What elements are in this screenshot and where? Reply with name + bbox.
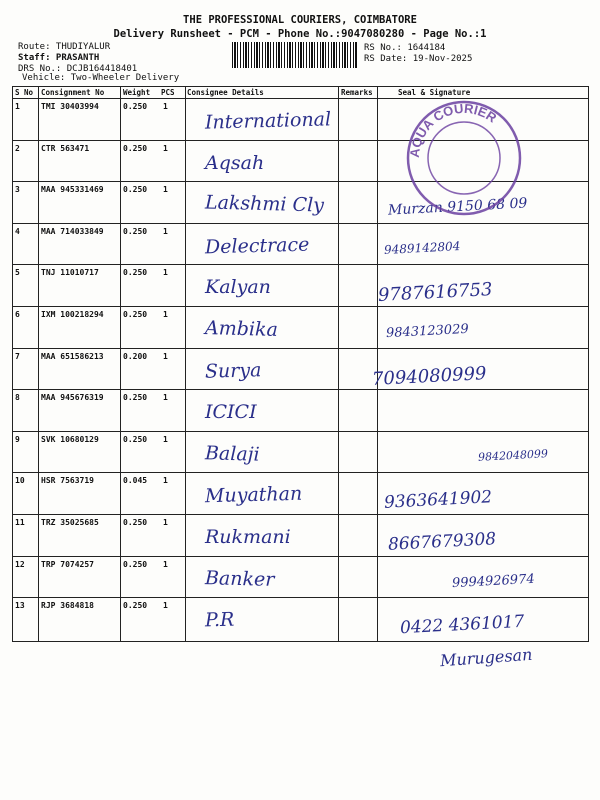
col-header-remarks: Remarks [341,88,373,97]
row-consignee-handwritten: Surya [204,358,262,383]
row-consignee-handwritten: Ambika [204,317,279,341]
row-consignee-handwritten: Banker [204,566,275,591]
col-header-signature: Seal & Signature [398,88,471,97]
row-divider [12,556,588,557]
table-top-rule [12,86,588,87]
row-weight: 0.250 [123,559,148,569]
row-consignee-handwritten: Aqsah [205,151,265,174]
row-signature-handwritten: 0422 4361017 [399,611,525,639]
row-sno: 8 [15,393,20,403]
row-weight: 0.250 [123,268,148,278]
row-pcs: 1 [163,268,168,278]
col-header-consignment: Consignment No [41,88,105,97]
row-signature-handwritten: 9842048099 [477,446,549,464]
row-signature-handwritten: 9787616753 [377,279,494,307]
row-consignment-no: MAA 945676319 [41,393,104,403]
row-pcs: 1 [163,143,168,153]
row-divider [12,597,588,598]
col-divider [338,86,339,642]
row-consignee-handwritten: Balaji [204,442,260,466]
row-divider [12,472,588,473]
row-consignment-no: MAA 714033849 [41,226,104,236]
col-header-pcs: PCS [161,88,175,97]
row-sno: 3 [15,185,20,195]
row-consignee-handwritten: P.R [204,608,235,632]
stamp-text: AQUA COURIER [406,100,500,159]
row-weight: 0.045 [123,476,148,486]
row-pcs: 1 [163,351,168,361]
row-consignment-no: TNJ 11010717 [41,268,99,278]
courier-stamp-icon [404,98,524,218]
row-consignee-handwritten: Kalyan [205,276,271,299]
row-signature-handwritten: 7094080999 [371,362,488,390]
row-weight: 0.250 [123,102,148,111]
row-sno: 6 [15,310,20,319]
col-divider [185,86,186,642]
row-divider [12,223,588,224]
row-consignment-no: TRP 7074257 [41,559,94,569]
row-pcs: 1 [163,393,168,403]
col-header-weight: Weight [123,88,151,97]
row-weight: 0.200 [123,351,148,361]
row-sno: 12 [15,559,25,569]
row-divider [12,306,588,307]
row-consignment-no: SVK 10680129 [41,434,99,444]
col-divider [588,86,589,642]
row-signature-handwritten: 9994926974 [451,571,536,591]
row-signature-handwritten: 8667679308 [387,529,497,555]
barcode [232,42,357,68]
row-consignee-handwritten: ICICI [205,401,257,424]
row-pcs: 1 [163,476,168,486]
row-pcs: 1 [163,310,168,319]
vehicle-label: Vehicle: Two-Wheeler Delivery [22,73,180,83]
row-pcs: 1 [163,185,168,195]
row-signature-handwritten: 9489142804 [383,238,461,257]
row-divider [12,389,588,390]
row-consignee-handwritten: Muyathan [204,483,303,508]
table-bottom-rule [12,641,588,642]
route-label: Route: THUDIYALUR [18,42,111,52]
row-signature-handwritten: 9363641902 [383,487,493,514]
row-divider [12,264,588,265]
row-weight: 0.250 [123,143,148,153]
row-pcs: 1 [163,518,168,527]
row-sno: 2 [15,143,20,153]
row-consignment-no: MAA 651586213 [41,351,104,361]
row-weight: 0.250 [123,518,148,527]
row-consignment-no: TRZ 35025685 [41,518,99,527]
col-divider [12,86,13,642]
col-divider [120,86,121,642]
row-consignment-no: IXM 100218294 [41,310,104,319]
staff-label: Staff: PRASANTH [18,53,100,63]
drs-label: DRS No.: DCJB164418401 [18,64,138,74]
row-sno: 4 [15,226,20,236]
row-signature-handwritten: Murzan 9150 68 09 [387,195,528,219]
row-signature-handwritten: 9843123029 [385,321,470,342]
row-divider [12,514,588,515]
row-weight: 0.250 [123,185,148,195]
row-pcs: 1 [163,601,168,611]
row-weight: 0.250 [123,434,148,444]
col-divider [377,86,378,642]
row-weight: 0.250 [123,393,148,403]
row-sno: 5 [15,268,20,278]
row-consignee-handwritten: Delectrace [204,233,310,259]
row-sno: 13 [15,601,25,611]
row-pcs: 1 [163,559,168,569]
row-consignment-no: CTR 563471 [41,143,90,153]
row-consignment-no: RJP 3684818 [41,601,94,611]
row-weight: 0.250 [123,226,148,236]
row-pcs: 1 [163,102,168,111]
row-sno: 1 [15,102,20,111]
row-weight: 0.250 [123,601,148,611]
rs-date: RS Date: 19-Nov-2025 [364,54,473,64]
col-header-consignee: Consignee Details [187,88,264,97]
row-consignment-no: TMI 30403994 [41,102,99,111]
col-header-sno: S No [15,88,34,97]
row-sno: 10 [15,476,25,486]
row-pcs: 1 [163,226,168,236]
col-divider [38,86,39,642]
row-sno: 9 [15,434,20,444]
rs-number: RS No.: 1644184 [364,43,446,53]
row-consignee-handwritten: Lakshmi Cly [204,191,325,217]
row-consignee-handwritten: International [204,108,332,134]
company-title: THE PROFESSIONAL COURIERS, COIMBATORE [183,14,417,26]
handwritten-note: Murugesan [439,644,533,671]
row-divider [12,431,588,432]
runsheet-subtitle: Delivery Runsheet - PCM - Phone No.:9047080280 - Page No.:1 [113,28,487,40]
row-divider [12,348,588,349]
row-consignment-no: HSR 7563719 [41,476,94,486]
row-weight: 0.250 [123,310,148,319]
row-consignment-no: MAA 945331469 [41,185,104,195]
row-sno: 7 [15,351,20,361]
row-sno: 11 [15,518,25,527]
row-consignee-handwritten: Rukmani [205,526,291,548]
row-pcs: 1 [163,434,168,444]
